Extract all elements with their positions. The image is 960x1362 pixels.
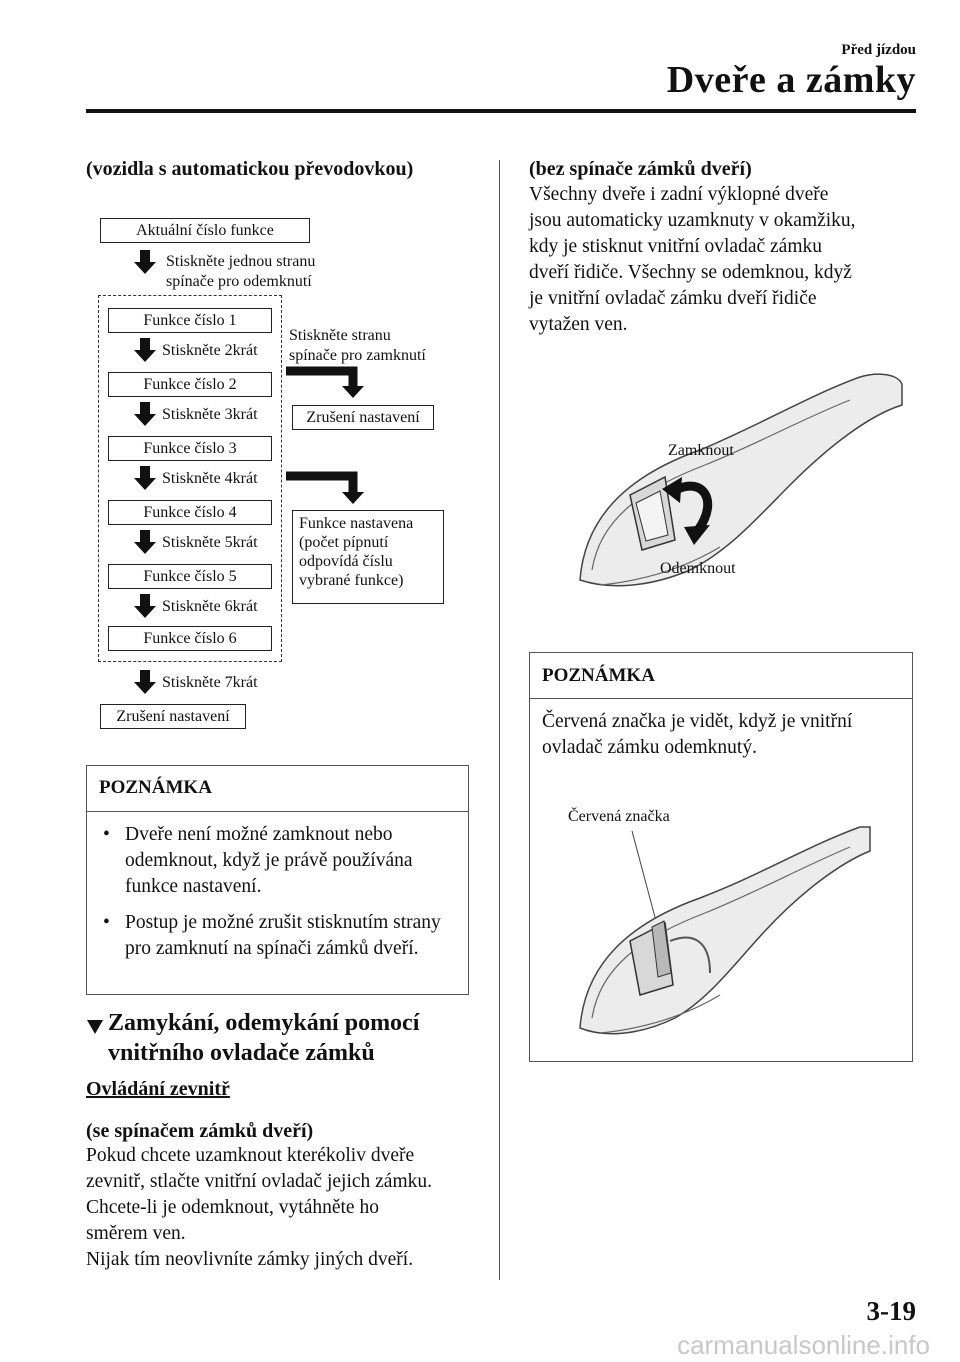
cancel-setting-box: Zrušení nastavení: [100, 704, 246, 729]
section-title: [108, 1008, 419, 1068]
watermark: carmanualsonline.info: [677, 1330, 930, 1360]
arrow-down-icon: [134, 338, 156, 362]
heading-automatic: (vozidla s automatickou převodovkou): [86, 158, 414, 180]
press-lock-label-1: Stiskněte stranu: [289, 327, 391, 344]
section-name: Před jízdou: [841, 42, 916, 58]
text-line: vytažen ven.: [529, 314, 628, 335]
function-diagram: [86, 200, 486, 740]
bent-arrow-icon: [286, 476, 353, 492]
note-separator: [530, 698, 912, 699]
with-switch-text: [86, 1143, 486, 1273]
bent-arrow-icon: [286, 371, 353, 386]
note-text: [542, 709, 904, 761]
text-line: Nijak tím neovlivníte zámky jiných dveří.: [86, 1249, 414, 1270]
press-times-label: Stiskněte 4krát: [162, 470, 258, 487]
text-line: je vnitřní ovladač zámku dveří řidiče: [529, 288, 817, 309]
note-title: POZNÁMKA: [542, 665, 655, 686]
arrow-down-icon: [134, 594, 156, 618]
function-set-line: odpovídá číslu: [299, 553, 393, 570]
arrow-down-icon: [134, 530, 156, 554]
note-bullet: • Postup je možné zrušit stisknutím strany pro zamknutí na spínači zámků dveří.: [99, 910, 461, 962]
function-set-box: [292, 510, 444, 604]
lock-label: Zamknout: [668, 442, 734, 459]
unlock-label: Odemknout: [660, 560, 736, 577]
section-title-line: Zamykání, odemykání pomocí: [108, 1010, 420, 1036]
text-line: směrem ven.: [86, 1223, 186, 1244]
function-box-5: Funkce číslo 5: [108, 564, 272, 589]
text-line: Všechny dveře i zadní výklopné dveře: [529, 184, 829, 205]
function-box-6: Funkce číslo 6: [108, 626, 272, 651]
note-title: POZNÁMKA: [99, 777, 212, 798]
press-times-label: Stiskněte 7krát: [162, 674, 258, 691]
triangle-bullet-icon: [86, 1018, 104, 1036]
text-line: Chcete-li je odemknout, vytáhněte ho: [86, 1197, 379, 1218]
function-box-1: Funkce číslo 1: [108, 308, 272, 333]
section-title-line: vnitřního ovladače zámků: [108, 1040, 375, 1066]
arrow-down-icon: [134, 250, 156, 274]
arrow-down-icon: [134, 670, 156, 694]
note-separator: [87, 811, 468, 812]
note-bullet: • Dveře není možné zamknout nebo odemknout, když je právě používána funkce nastavení.: [99, 822, 461, 900]
page-number: 3-19: [866, 1296, 916, 1326]
note-bullets: [99, 822, 461, 972]
press-unlock-label-2: spínače pro odemknutí: [166, 273, 312, 290]
without-switch-text: [529, 182, 929, 338]
function-set-line: Funkce nastavena: [299, 515, 414, 532]
column-divider: [499, 160, 500, 1280]
text-line: jsou automaticky uzamknuty v okamžiku,: [529, 210, 856, 231]
door-handle-illustration: [570, 365, 910, 615]
page-title: Dveře a zámky: [666, 59, 916, 101]
press-times-label: Stiskněte 5krát: [162, 534, 258, 551]
current-function-box: Aktuální číslo funkce: [100, 218, 310, 243]
cancel-setting-box-right: Zrušení nastavení: [292, 405, 434, 430]
text-line: zevnitř, stlačte vnitřní ovladač jejich zámku.: [86, 1171, 432, 1192]
text-line: dveří řidiče. Všechny se odemknou, když: [529, 262, 852, 283]
function-box-3: Funkce číslo 3: [108, 436, 272, 461]
door-handle-red-mark-illustration: [570, 823, 910, 1053]
function-box-4: Funkce číslo 4: [108, 500, 272, 525]
press-times-label: Stiskněte 6krát: [162, 598, 258, 615]
note-box-right: [529, 652, 913, 1062]
arrow-down-icon: [134, 402, 156, 426]
red-mark-label: Červená značka: [568, 808, 670, 825]
press-times-label: Stiskněte 2krát: [162, 342, 258, 359]
without-switch-heading: (bez spínače zámků dveří): [529, 158, 752, 180]
with-switch-heading: (se spínačem zámků dveří): [86, 1120, 314, 1142]
note-box-left: [86, 765, 469, 995]
arrow-down-icon: [134, 466, 156, 490]
press-unlock-label-1: Stiskněte jednou stranu: [166, 253, 316, 270]
header-rule: [86, 109, 916, 113]
text-line: ovladač zámku odemknutý.: [542, 737, 757, 758]
subsection-title: Ovládání zevnitř: [86, 1078, 230, 1100]
text-line: Červená značka je vidět, když je vnitřní: [542, 711, 853, 732]
press-times-label: Stiskněte 3krát: [162, 406, 258, 423]
text-line: kdy je stisknut vnitřní ovladač zámku: [529, 236, 822, 257]
function-box-2: Funkce číslo 2: [108, 372, 272, 397]
function-set-line: vybrané funkce): [299, 572, 404, 589]
text-line: Pokud chcete uzamknout kterékoliv dveře: [86, 1145, 415, 1166]
function-set-line: (počet pípnutí: [299, 534, 389, 551]
press-lock-label-2: spínače pro zamknutí: [289, 347, 426, 364]
